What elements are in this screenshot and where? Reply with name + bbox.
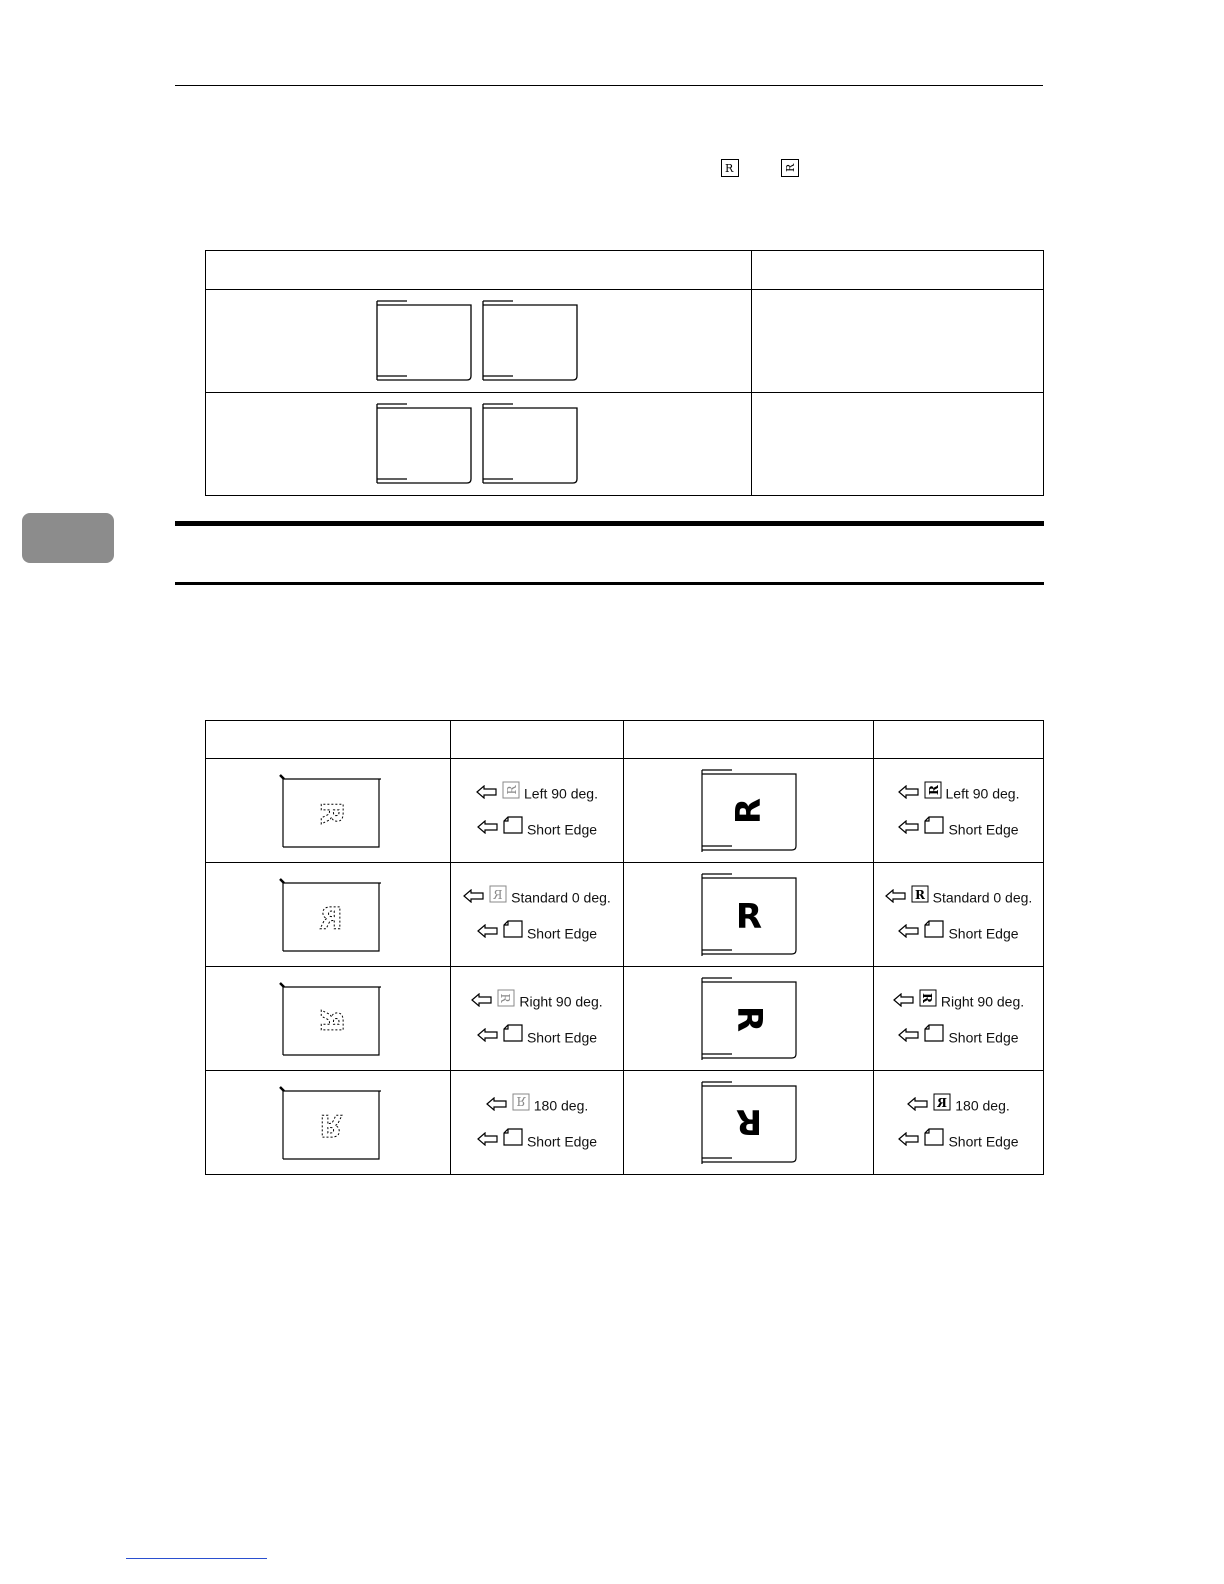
setting-label: Short Edge — [526, 1028, 598, 1045]
setting-label: Right 90 deg. — [519, 993, 603, 1010]
orientation-r-icon — [489, 881, 507, 915]
svg-text:R: R — [505, 784, 520, 795]
orientation-rotated-icon — [924, 777, 942, 811]
glass-settings-cell — [451, 1071, 624, 1175]
svg-text:R: R — [735, 896, 762, 937]
adf-original-image — [624, 863, 874, 967]
setting-label: Short Edge — [526, 820, 598, 837]
orientation-r-icon — [911, 881, 929, 915]
footer-link-rule[interactable] — [126, 1558, 267, 1559]
svg-text:R: R — [735, 1100, 762, 1141]
svg-text:R: R — [937, 1095, 948, 1110]
settings-header-2 — [451, 721, 624, 759]
chapter-tab — [22, 513, 114, 563]
paper-table-row-1-image — [206, 290, 752, 393]
orientation-rotated-icon — [933, 1089, 951, 1123]
adf-original-image — [624, 967, 874, 1071]
glass-settings-cell — [451, 759, 624, 863]
svg-text:R: R — [914, 887, 925, 902]
paper-tray-icon — [369, 399, 589, 489]
paper-tray-icon — [369, 296, 589, 386]
back-arrow-icon — [898, 1020, 920, 1054]
glass-original-image — [206, 759, 451, 863]
orientation-rotated-icon — [512, 1089, 530, 1123]
adf-original-image — [624, 1071, 874, 1175]
svg-text:R: R — [493, 887, 503, 902]
adf-settings-cell — [874, 967, 1044, 1071]
settings-table — [205, 720, 1044, 1175]
setting-label: Standard 0 deg. — [511, 889, 611, 906]
svg-text:R: R — [919, 992, 934, 1003]
glass-settings-cell — [451, 863, 624, 967]
svg-text:R: R — [313, 1008, 348, 1033]
section-heading-bar-top — [175, 521, 1044, 526]
settings-header-1 — [206, 721, 451, 759]
setting-label: 180 deg. — [955, 1097, 1010, 1114]
paper-table-row-2-image — [206, 393, 752, 496]
adf-settings-cell — [874, 759, 1044, 863]
back-arrow-icon — [907, 1089, 929, 1123]
back-arrow-icon — [477, 812, 499, 846]
short-edge-icon — [924, 1020, 944, 1054]
back-arrow-icon — [898, 1124, 920, 1158]
svg-text:R: R — [498, 992, 513, 1003]
paper-table-header-1 — [206, 251, 752, 290]
short-edge-icon — [924, 1124, 944, 1158]
orientation-rotated-icon — [502, 777, 520, 811]
short-edge-icon — [503, 1020, 523, 1054]
adf-settings-cell — [874, 1071, 1044, 1175]
orientation-r-icon — [721, 159, 739, 177]
svg-text:R: R — [319, 1106, 343, 1142]
back-arrow-icon — [486, 1089, 508, 1123]
table-row — [206, 967, 1044, 1071]
setting-label: Short Edge — [948, 924, 1019, 941]
settings-header-3 — [624, 721, 874, 759]
glass-settings-cell — [451, 967, 624, 1071]
setting-label: Left 90 deg. — [524, 785, 598, 802]
glass-original-image — [206, 1071, 451, 1175]
orientation-rotated-icon — [919, 985, 937, 1019]
svg-text:R: R — [728, 1005, 769, 1032]
setting-label: Short Edge — [948, 1028, 1019, 1045]
back-arrow-icon — [477, 916, 499, 950]
back-arrow-icon — [898, 777, 920, 811]
back-arrow-icon — [477, 1020, 499, 1054]
orientation-rotated-icon — [781, 159, 799, 177]
table-row — [206, 1071, 1044, 1175]
setting-label: Left 90 deg. — [945, 785, 1020, 802]
short-edge-icon — [924, 916, 944, 950]
paper-table-header-2 — [752, 251, 1044, 290]
back-arrow-icon — [471, 985, 493, 1019]
short-edge-icon — [503, 916, 523, 950]
back-arrow-icon — [893, 985, 915, 1019]
setting-label: 180 deg. — [533, 1097, 589, 1114]
orientation-rotated-icon — [497, 985, 515, 1019]
back-arrow-icon — [898, 812, 920, 846]
svg-text:R: R — [725, 162, 734, 175]
glass-original-image — [206, 863, 451, 967]
svg-text:R: R — [728, 797, 769, 824]
adf-original-image — [624, 759, 874, 863]
svg-text:R: R — [926, 784, 941, 795]
glass-original-image — [206, 967, 451, 1071]
back-arrow-icon — [463, 881, 485, 915]
paper-table-row-2-desc — [752, 393, 1044, 496]
section-heading-bar-bottom — [175, 582, 1044, 585]
short-edge-icon — [503, 812, 523, 846]
paper-table — [205, 250, 1044, 496]
settings-header-4 — [874, 721, 1044, 759]
setting-label: Short Edge — [948, 1132, 1019, 1149]
table-row — [206, 759, 1044, 863]
svg-text:R: R — [516, 1093, 526, 1108]
setting-label: Right 90 deg. — [940, 993, 1025, 1010]
paper-table-row-1-desc — [752, 290, 1044, 393]
svg-text:R: R — [319, 901, 343, 937]
setting-label: Short Edge — [526, 924, 598, 941]
table-row — [206, 863, 1044, 967]
svg-text:R: R — [784, 163, 797, 172]
back-arrow-icon — [885, 881, 907, 915]
setting-label: Short Edge — [526, 1132, 598, 1149]
header-rule — [175, 85, 1043, 86]
setting-label: Standard 0 deg. — [932, 889, 1033, 906]
setting-label: Short Edge — [948, 820, 1019, 837]
short-edge-icon — [924, 812, 944, 846]
back-arrow-icon — [898, 916, 920, 950]
adf-settings-cell — [874, 863, 1044, 967]
short-edge-icon — [503, 1124, 523, 1158]
svg-text:R: R — [313, 800, 348, 825]
back-arrow-icon — [476, 777, 498, 811]
back-arrow-icon — [477, 1124, 499, 1158]
